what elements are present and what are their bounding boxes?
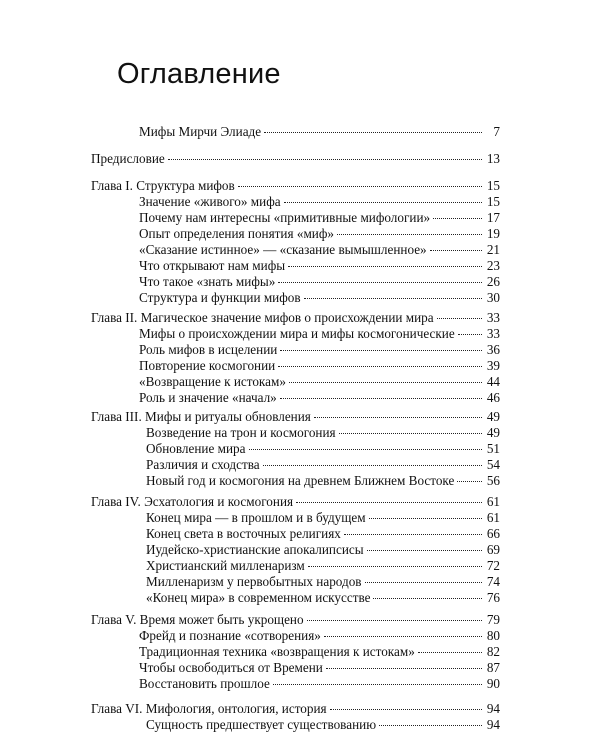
dot-leader xyxy=(433,218,482,219)
toc-entry-label: Фрейд и познание «сотворения» xyxy=(139,628,321,643)
toc-entry-label: Глава VI. Мифология, онтология, история xyxy=(91,701,327,716)
toc-entry-label: «Возвращение к истокам» xyxy=(139,374,286,389)
toc-section[interactable] xyxy=(139,194,500,210)
toc-entry-page: 17 xyxy=(486,210,500,225)
toc-entry-page: 21 xyxy=(486,242,500,257)
dot-leader xyxy=(296,502,482,503)
toc-entry-label: Опыт определения понятия «миф» xyxy=(139,226,334,241)
dot-leader xyxy=(288,266,482,267)
toc-entry-label: Традиционная техника «возвращения к истокам» xyxy=(139,644,415,659)
toc-section[interactable] xyxy=(146,574,500,590)
toc-entry-page: 51 xyxy=(486,441,500,456)
toc-entry-page: 90 xyxy=(486,676,500,691)
toc-entry-page: 44 xyxy=(486,374,500,389)
toc-section[interactable] xyxy=(139,644,500,660)
toc-entry-label: Роль мифов в исцелении xyxy=(139,342,278,357)
toc-section[interactable] xyxy=(139,676,500,692)
dot-leader xyxy=(365,582,482,583)
toc-entry-page: 46 xyxy=(486,390,500,405)
toc-entry-page: 23 xyxy=(486,258,500,273)
toc-entry-page: 49 xyxy=(486,409,500,424)
dot-leader xyxy=(344,534,482,535)
toc-entry-page: 33 xyxy=(486,310,500,325)
toc-entry-label: Роль и значение «начал» xyxy=(139,390,277,405)
toc-entry-page: 66 xyxy=(486,526,500,541)
toc-entry-page: 79 xyxy=(486,612,500,627)
toc-section[interactable] xyxy=(139,274,500,290)
toc-entry-label: Глава II. Магическое значение мифов о происхождении мира xyxy=(91,310,434,325)
toc-entry-page: 56 xyxy=(486,473,500,488)
toc-entry-page: 80 xyxy=(486,628,500,643)
toc-entry-page: 15 xyxy=(486,194,500,209)
toc-entry-label: Что такое «знать мифы» xyxy=(139,274,276,289)
toc-entry-label: Структура и функции мифов xyxy=(139,290,301,305)
toc-entry-label: Мифы о происхождении мира и мифы космогонические xyxy=(139,326,455,341)
dot-leader xyxy=(367,550,482,551)
toc-chapter-6[interactable] xyxy=(91,701,500,717)
dot-leader xyxy=(304,298,482,299)
toc-entry-label: Чтобы освободиться от Времени xyxy=(139,660,323,675)
toc-entry-page: 36 xyxy=(486,342,500,357)
dot-leader xyxy=(249,449,483,450)
toc-entry-label: Повторение космогонии xyxy=(139,358,276,373)
dot-leader xyxy=(379,725,482,726)
toc-entry-page: 61 xyxy=(486,494,500,509)
toc-entry-page: 74 xyxy=(486,574,500,589)
toc-section[interactable] xyxy=(139,342,500,358)
toc-entry-label: Глава III. Мифы и ритуалы обновления xyxy=(91,409,311,424)
toc-section[interactable] xyxy=(146,441,500,457)
toc-entry-page: 33 xyxy=(486,326,500,341)
toc-entry-label: Христианский милленаризм xyxy=(146,558,305,573)
toc-entry-label: Различия и сходства xyxy=(146,457,260,472)
toc-entry-label: Сущность предшествует существованию xyxy=(146,717,377,732)
toc-section[interactable] xyxy=(139,210,500,226)
toc-entry-label: Милленаризм у первобытных народов xyxy=(146,574,362,589)
toc-entry-page: 54 xyxy=(486,457,500,472)
toc-section[interactable] xyxy=(139,226,500,242)
toc-entry-label: Предисловие xyxy=(91,151,165,166)
toc-chapter-4[interactable] xyxy=(91,494,500,510)
toc-section[interactable] xyxy=(139,374,500,390)
dot-leader xyxy=(437,318,482,319)
toc-entry-label: Иудейско-христианские апокалипсисы xyxy=(146,542,364,557)
toc-entry-page: 82 xyxy=(486,644,500,659)
toc-section[interactable] xyxy=(139,258,500,274)
toc-section[interactable] xyxy=(139,326,500,342)
toc-entry-label: Глава V. Время может быть укрощено xyxy=(91,612,304,627)
toc-section[interactable] xyxy=(139,628,500,644)
toc-entry-page: 39 xyxy=(486,358,500,373)
toc-entry-foreword[interactable] xyxy=(91,151,500,167)
toc-entry-page: 61 xyxy=(486,510,500,525)
toc-section[interactable] xyxy=(146,558,500,574)
toc-section[interactable] xyxy=(139,358,500,374)
toc-chapter-5[interactable] xyxy=(91,612,500,628)
toc-section[interactable] xyxy=(146,425,500,441)
toc-section[interactable] xyxy=(146,542,500,558)
toc-entry-label: Глава I. Структура мифов xyxy=(91,178,235,193)
toc-entry-page: 76 xyxy=(486,590,500,605)
toc-entry-page: 30 xyxy=(486,290,500,305)
dot-leader xyxy=(280,350,482,351)
toc-section[interactable] xyxy=(146,457,500,473)
toc-entry-page: 49 xyxy=(486,425,500,440)
toc-entry-label: Восстановить прошлое xyxy=(139,676,270,691)
toc-entry-preface-mircea-eliade[interactable] xyxy=(139,124,500,140)
dot-leader xyxy=(263,465,482,466)
toc-section[interactable] xyxy=(139,660,500,676)
toc-section[interactable] xyxy=(139,390,500,406)
toc-entry-label: Обновление мира xyxy=(146,441,246,456)
toc-entry-label: Конец мира — в прошлом и в будущем xyxy=(146,510,366,525)
toc-section[interactable] xyxy=(139,242,500,258)
dot-leader xyxy=(278,282,482,283)
toc-entry-label: Мифы Мирчи Элиаде xyxy=(139,124,262,139)
toc-entry-page: 72 xyxy=(486,558,500,573)
toc-entry-label: Что открывают нам мифы xyxy=(139,258,286,273)
dot-leader xyxy=(457,481,482,482)
toc-entry-page: 15 xyxy=(486,178,500,193)
toc-section[interactable] xyxy=(146,526,500,542)
toc-entry-page: 26 xyxy=(486,274,500,289)
toc-section[interactable] xyxy=(146,473,500,489)
toc-entry-page: 94 xyxy=(486,717,500,732)
dot-leader xyxy=(373,598,482,599)
dot-leader xyxy=(430,250,482,251)
dot-leader xyxy=(273,684,482,685)
toc-entry-label: «Сказание истинное» — «сказание вымышленное» xyxy=(139,242,427,257)
toc-chapter-2[interactable] xyxy=(91,310,500,326)
dot-leader xyxy=(238,186,482,187)
dot-leader xyxy=(308,566,482,567)
dot-leader xyxy=(264,132,482,133)
toc-entry-label: «Конец мира» в современном искусстве xyxy=(146,590,371,605)
dot-leader xyxy=(369,518,482,519)
dot-leader xyxy=(280,398,482,399)
dot-leader xyxy=(168,159,482,160)
toc-section[interactable] xyxy=(146,590,500,606)
dot-leader xyxy=(337,234,482,235)
dot-leader xyxy=(278,366,482,367)
dot-leader xyxy=(284,202,482,203)
toc-section[interactable] xyxy=(146,510,500,526)
dot-leader xyxy=(418,652,482,653)
toc-entry-label: Конец света в восточных религиях xyxy=(146,526,341,541)
toc-entry-label: Глава IV. Эсхатология и космогония xyxy=(91,494,294,509)
dot-leader xyxy=(330,709,482,710)
dot-leader xyxy=(458,334,482,335)
toc-section[interactable] xyxy=(146,717,500,733)
toc-chapter-3[interactable] xyxy=(91,409,500,425)
dot-leader xyxy=(326,668,482,669)
toc-entry-page: 19 xyxy=(486,226,500,241)
toc-entry-label: Значение «живого» мифа xyxy=(139,194,281,209)
dot-leader xyxy=(307,620,482,621)
toc-chapter-1[interactable] xyxy=(91,178,500,194)
toc-entry-page: 13 xyxy=(486,151,500,166)
dot-leader xyxy=(339,433,482,434)
page-title: Оглавление xyxy=(117,58,281,90)
toc-entry-label: Возведение на трон и космогония xyxy=(146,425,336,440)
toc-entry-page: 7 xyxy=(493,124,500,139)
toc-entry-page: 69 xyxy=(486,542,500,557)
toc-entry-label: Новый год и космогония на древнем Ближнем Востоке xyxy=(146,473,455,488)
dot-leader xyxy=(314,417,482,418)
toc-entry-label: Почему нам интересны «примитивные мифологии» xyxy=(139,210,431,225)
dot-leader xyxy=(289,382,482,383)
toc-entry-page: 87 xyxy=(486,660,500,675)
toc-section[interactable] xyxy=(139,290,500,306)
toc-entry-page: 94 xyxy=(486,701,500,716)
dot-leader xyxy=(324,636,482,637)
